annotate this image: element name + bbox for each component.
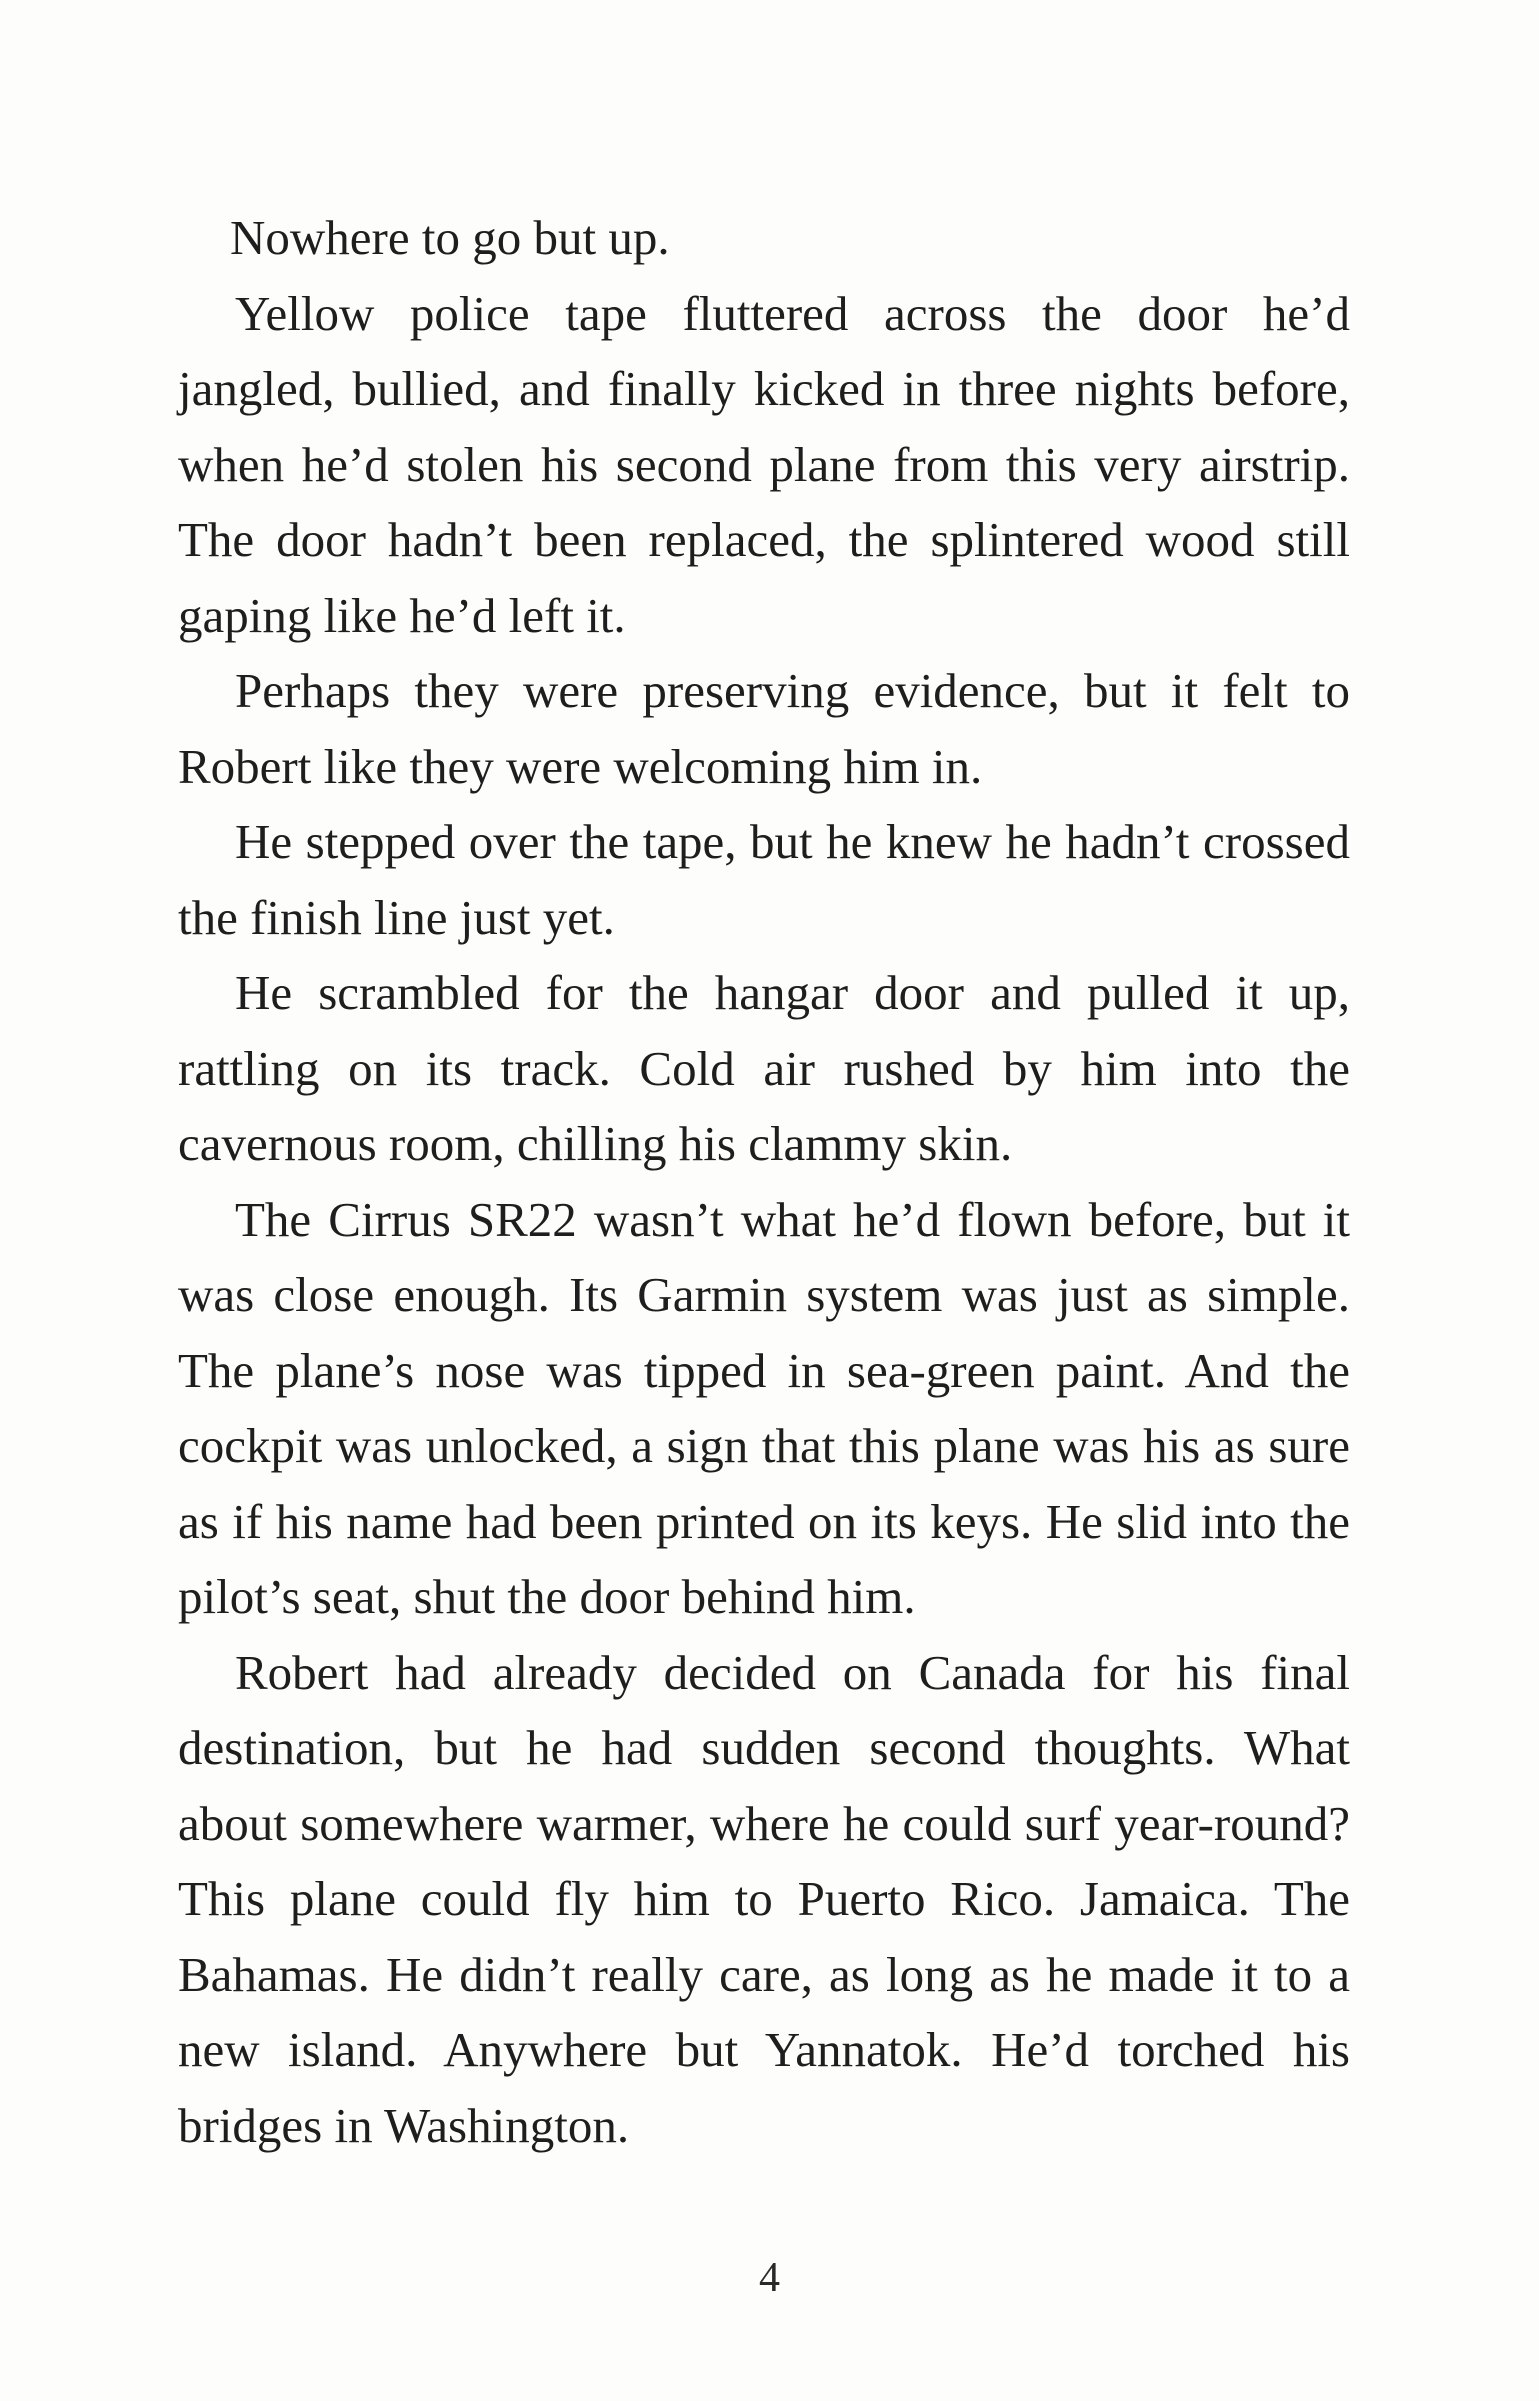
paragraph: Robert had already decided on Canada for his final destination, but he had sudden second thoughts. What about somewhere warmer, where he could surf year-round? This plane could fly him to Puerto Rico. Jamaica. The Bahamas. He didn’t really care, as long as he made it to a new island. Anywhere but Yannatok. He’d torched his bridges in Washington. xyxy=(178,1644,1350,2153)
paragraph: Perhaps they were preserving evidence, but it felt to Robert like they were welcoming him in. xyxy=(178,663,1350,794)
paragraph: Yellow police tape fluttered across the door he’d jangled, bullied, and finally kicked in three nights before, when he’d stolen his second plane from this very airstrip. The door hadn’t been replaced, the splintered wood still gaping like he’d left it. xyxy=(178,285,1350,643)
paragraph: He scrambled for the hangar door and pulled it up, rattling on its track. Cold air rushed by him into the cavernous room, chilling his clammy skin. xyxy=(178,965,1350,1171)
paragraph: The Cirrus SR22 wasn’t what he’d flown before, but it was close enough. Its Garmin system was just as simple. The plane’s nose was tipped in sea-green paint. And the cockpit was unlocked, a sign that this plane was his as sure as if his name had been printed on its keys. He slid into the pilot’s seat, shut the door behind him. xyxy=(178,1191,1350,1624)
page-number: 4 xyxy=(759,2255,780,2301)
paragraph: He stepped over the tape, but he knew he hadn’t crossed the finish line just yet. xyxy=(178,814,1350,945)
body-text xyxy=(178,200,1350,2163)
paragraph: Nowhere to go but up. xyxy=(230,210,670,265)
